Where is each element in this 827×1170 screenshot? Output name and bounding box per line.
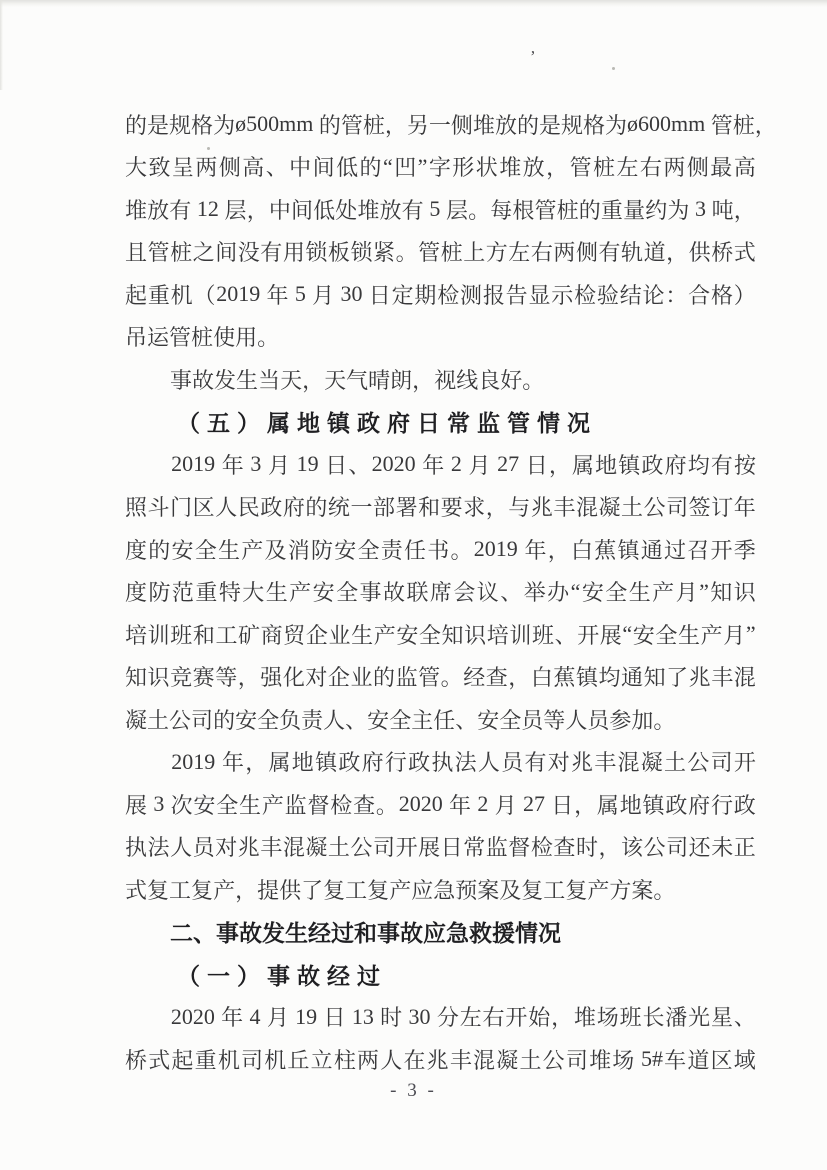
text-line: 执 法 人 员 对 兆 丰 混 凝 土 公 司 开 展 日 常 监 督 检 查 时 ， 该 公 司 还 未 正 (125, 835, 756, 861)
scan-edge-left (0, 0, 3, 90)
text-line: 展 3 次 安 全 生 产 监 督 检 查 。 2020 年 2 月 27 日 ， 属 地 镇 政 府 行 政 (125, 791, 756, 818)
text-line: 度 防 范 重 特 大 生 产 安 全 事 故 联 席 会 议 、 举 办 “ 安 全 生 产 月 ” 知 识 (125, 578, 756, 606)
scan-edge-top (0, 0, 827, 7)
text-line: 2019 年 3 月 19 日 、 2020 年 2 月 27 日 ， 属 地 镇 政 府 均 有 按 (171, 451, 756, 478)
text-line: 知 识 竞 赛 等 ， 强 化 对 企 业 的 监 管 。 经 查 ， 白 蕉 镇 均 通 知 了 兆 丰 混 (125, 665, 756, 691)
scan-artifact: ’ (530, 47, 536, 66)
text-line: 堆 放 有 12 层 ， 中 间 低 处 堆 放 有 5 层 。 每 根 管 桩 的 重 量 约 为 3 吨 ， (125, 196, 756, 223)
text-body (125, 103, 777, 1081)
text-line: 度 的 安 全 生 产 及 消 防 安 全 责 任 书 。 2019 年 ， 白 蕉 镇 通 过 召 开 季 (125, 536, 756, 563)
text-line: 桥 式 起 重 机 司 机 丘 立 柱 两 人 在 兆 丰 混 凝 土 公 司 堆 场 5# 车 道 区 域 (125, 1046, 756, 1073)
text-line: 凝 土 公 司 的 安 全 负 责 人 、 安 全 主 任 、 安 全 员 等 人 员 参 加 。 (125, 707, 676, 733)
scan-artifact (207, 147, 210, 150)
text-line: 照 斗 门 区 人 民 政 府 的 统 一 部 署 和 要 求 ， 与 兆 丰 混 凝 土 公 司 签 订 年 (125, 495, 756, 521)
heading-line: 二 、 事 故 发 生 经 过 和 事 故 应 急 救 援 情 况 (170, 921, 561, 947)
text-line: 事 故 发 生 当 天 ， 天 气 晴 朗 ， 视 线 良 好 。 (170, 367, 545, 393)
text-line: 培 训 班 和 工 矿 商 贸 企 业 生 产 安 全 知 识 培 训 班 、 开 展 “ 安 全 生 产 月 ” (125, 621, 756, 648)
text-line: 式 复 工 复 产 ， 提 供 了 复 工 复 产 应 急 预 案 及 复 工 复 产 方 案 。 (125, 877, 676, 903)
text-line: 且 管 桩 之 间 没 有 用 锁 板 锁 紧 。 管 桩 上 方 左 右 两 侧 有 轨 道 ， 供 桥 式 (125, 240, 756, 266)
text-line: 2019 年 ， 属 地 镇 政 府 行 政 执 法 人 员 有 对 兆 丰 混 凝 土 公 司 开 (171, 748, 756, 776)
text-line: 吊 运 管 桩 使 用 。 (125, 325, 280, 351)
text-line: 起 重 机 （ 2019 年 5 月 30 日 定 期 检 测 报 告 显 示 检 验 结 论 ： 合 格 ） (125, 281, 756, 308)
scan-artifact (612, 67, 615, 70)
text-line: 大 致 呈 两 侧 高 、 中 间 低 的 “ 凹 ” 字 形 状 堆 放 ， 管 桩 左 右 两 侧 最 高 (125, 153, 756, 181)
page-number: - 3 - (390, 1080, 437, 1101)
text-line: 2020 年 4 月 19 日 13 时 30 分 左 右 开 始 ， 堆 场 班 长 潘 光 星 、 (170, 1003, 756, 1031)
heading-line: （ 一 ） 事 故 经 过 (177, 963, 380, 989)
heading-line: （ 五 ） 属 地 镇 政 府 日 常 监 管 情 况 (177, 411, 590, 437)
text-line: 的 是 规 格 为 ø500mm 的 管 桩 ， 另 一 侧 堆 放 的 是 规 格 为 ø600mm 管 桩 ， (125, 111, 777, 138)
